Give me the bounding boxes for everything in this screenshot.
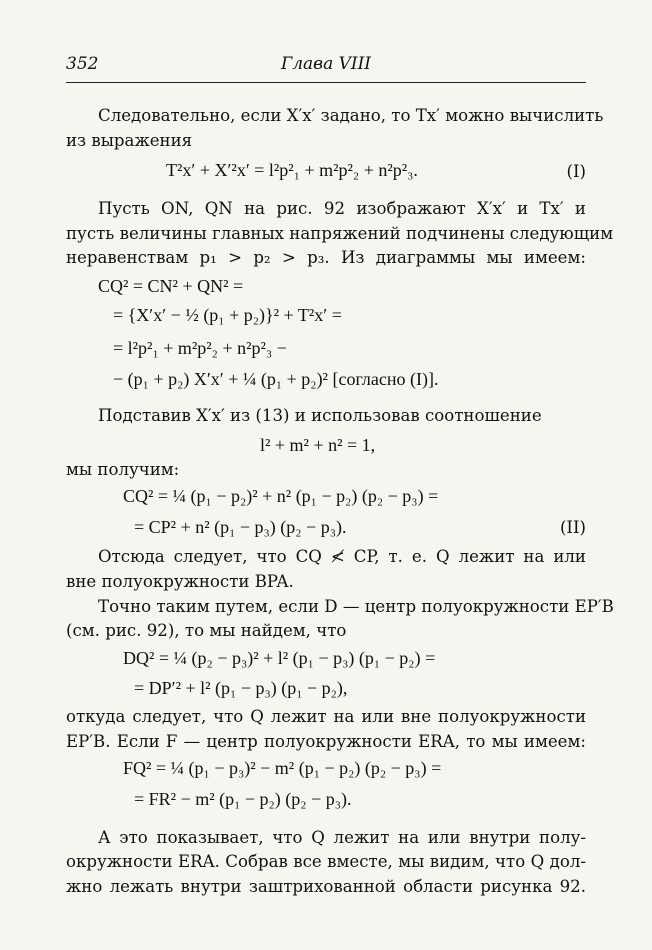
- text-line: окружности ERA. Собрав все вместе, мы видим, что Q дол-: [66, 852, 586, 871]
- equation-line: = CP² + n² (p₁ − p₃) (p₂ − p₃).: [134, 517, 347, 537]
- text-line: Точно таким путем, если D — центр полуокружности EP′B: [98, 597, 614, 616]
- text-line: неравенствам p₁ > p₂ > p₃. Из диаграммы мы имеем:: [66, 248, 586, 267]
- equation-line: T²x′ + X′²x′ = l²p²₁ + m²p²₂ + n²p²₃.: [166, 160, 418, 180]
- equation-line: FQ² = ¼ (p₁ − p₃)² − m² (p₁ − p₂) (p₂ − p₃) =: [123, 758, 442, 778]
- text-line: откуда следует, что Q лежит на или вне полуокружности: [66, 707, 586, 726]
- equation-line: DQ² = ¼ (p₂ − p₃)² + l² (p₁ − p₃) (p₁ − p₂) =: [123, 648, 436, 668]
- text-line: пусть величины главных напряжений подчинены следующим: [66, 224, 614, 243]
- header-rule: [66, 82, 586, 83]
- equation-line: l² + m² + n² = 1,: [260, 435, 376, 455]
- text-line: Следовательно, если X′x′ задано, то Tx′ можно вычислить: [98, 106, 604, 125]
- text-line: (см. рис. 92), то мы найдем, что: [66, 621, 347, 640]
- text-line: Пусть ON, QN на рис. 92 изображают X′x′ и Tx′ и: [98, 199, 586, 218]
- equation-line: CQ² = CN² + QN² =: [98, 276, 244, 296]
- text-line: Отсюда следует, что CQ ≮ CP, т. е. Q лежит на или: [98, 547, 586, 566]
- equation-line: = FR² − m² (p₁ − p₂) (p₂ − p₃).: [134, 789, 352, 809]
- text-line: Подставив X′x′ из (13) и использовав соотношение: [98, 406, 542, 425]
- text-line: вне полуокружности BPA.: [66, 572, 294, 591]
- equation-line: = DP′² + l² (p₁ − p₃) (p₁ − p₂),: [134, 678, 348, 698]
- text-line: мы получим:: [66, 460, 180, 479]
- chapter-title: Глава VIII: [280, 54, 372, 74]
- equation-line: − (p₁ + p₂) X′x′ + ¼ (p₁ + p₂)² [согласно (I)].: [113, 369, 439, 389]
- text-line: жно лежать внутри заштрихованной области рисунка 92.: [66, 877, 586, 896]
- equation-line: CQ² = ¼ (p₁ − p₂)² + n² (p₁ − p₂) (p₂ − p₃) =: [123, 486, 439, 506]
- equation-line: = l²p²₁ + m²p²₂ + n²p²₃ −: [113, 338, 287, 358]
- text-line: из выражения: [66, 131, 193, 150]
- page-number: 352: [66, 54, 99, 74]
- text-line: EP′B. Если F — центр полуокружности ERA, то мы имеем:: [66, 732, 586, 751]
- text-line: А это показывает, что Q лежит на или внутри полу-: [98, 828, 586, 847]
- equation-line: = {X′x′ − ½ (p₁ + p₂)}² + T²x′ =: [113, 305, 342, 325]
- equation-number: (II): [559, 518, 586, 537]
- equation-number: (I): [566, 162, 586, 181]
